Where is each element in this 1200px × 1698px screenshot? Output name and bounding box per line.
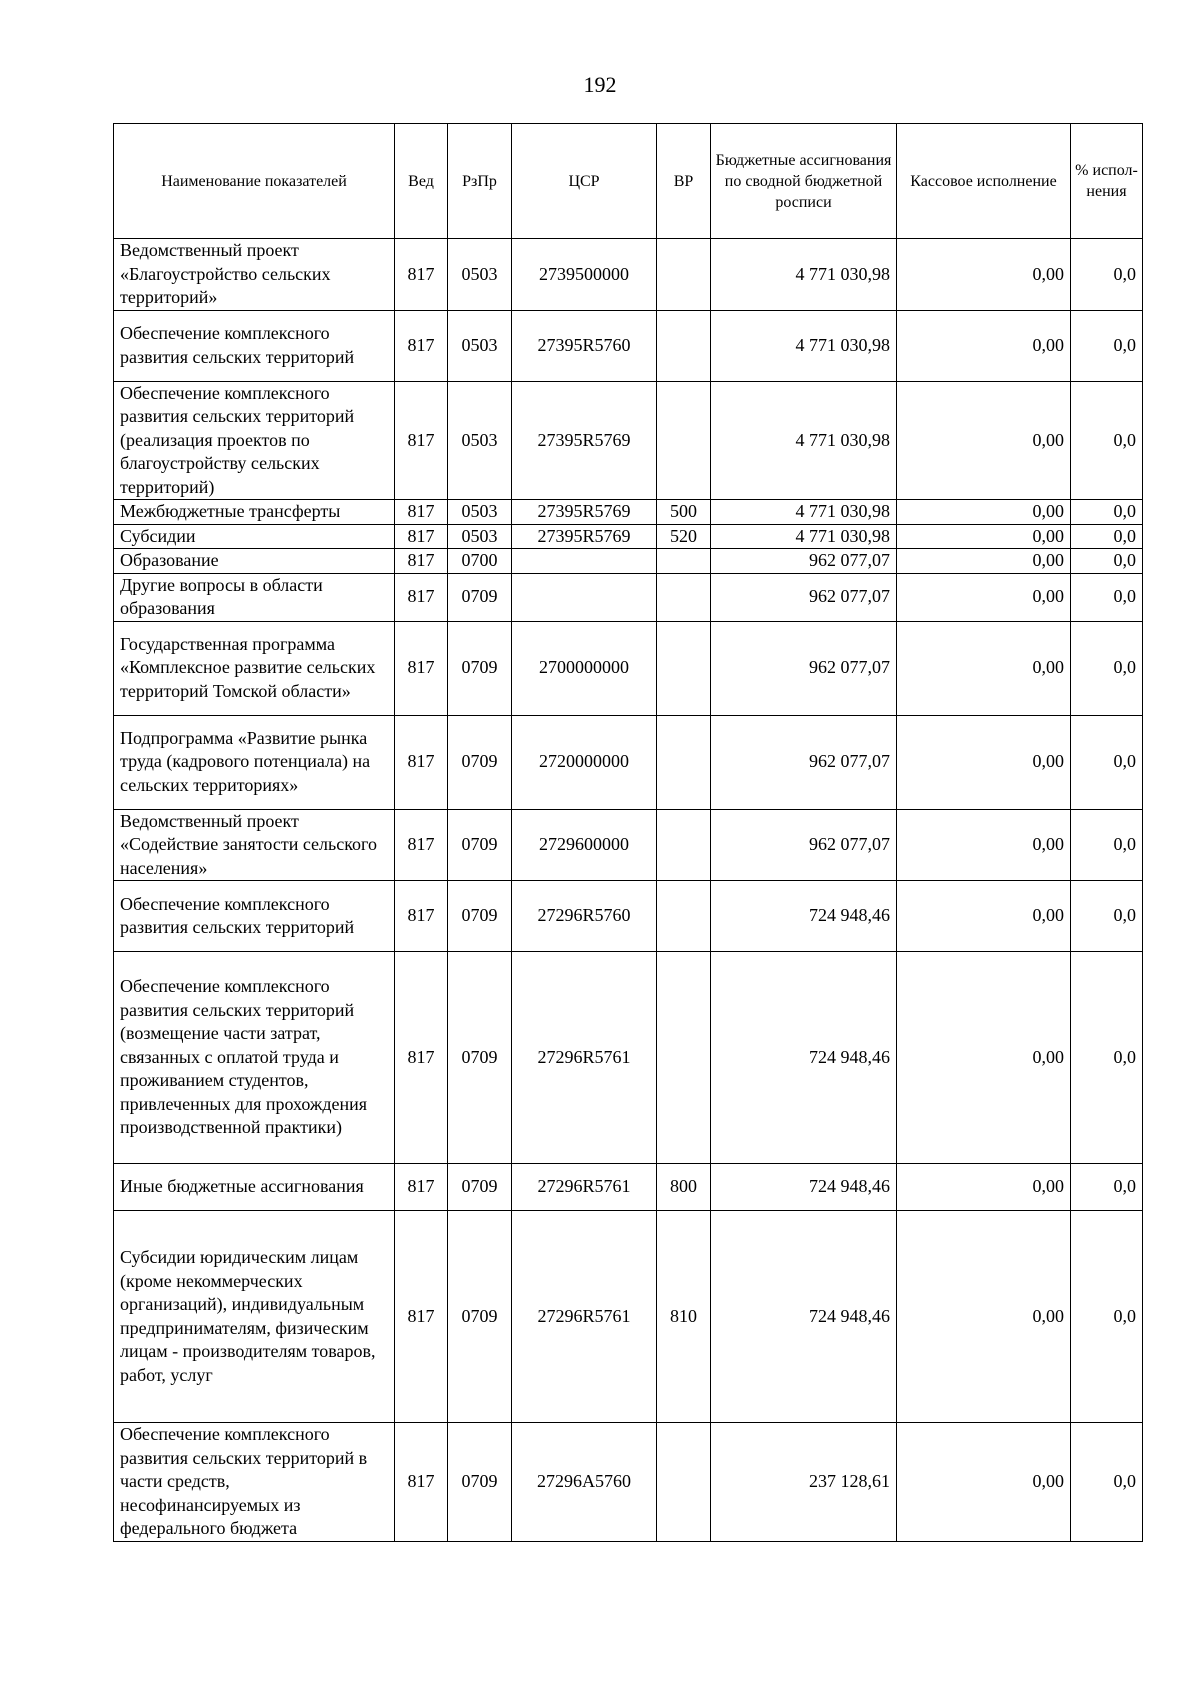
cell-budget: 962 077,07 — [711, 809, 897, 881]
header-budget-allocations: Бюджетные ассигнования по сводной бюджетной росписи — [711, 124, 897, 239]
cell-percent: 0,0 — [1071, 1164, 1143, 1211]
cell-csr: 27395R5769 — [512, 381, 657, 500]
cell-cash: 0,00 — [897, 1164, 1071, 1211]
budget-execution-table — [113, 123, 1143, 1542]
cell-cash: 0,00 — [897, 809, 1071, 881]
cell-budget: 962 077,07 — [711, 621, 897, 715]
header-name: Наименование показателей — [114, 124, 395, 239]
cell-cash: 0,00 — [897, 381, 1071, 500]
table-row — [114, 1164, 1143, 1211]
cell-csr: 27395R5769 — [512, 500, 657, 525]
cell-budget: 724 948,46 — [711, 1164, 897, 1211]
cell-ved: 817 — [395, 500, 448, 525]
cell-budget: 4 771 030,98 — [711, 500, 897, 525]
cell-percent: 0,0 — [1071, 809, 1143, 881]
cell-csr: 27395R5769 — [512, 524, 657, 549]
cell-name: Другие вопросы в области образования — [114, 573, 395, 621]
cell-budget: 724 948,46 — [711, 881, 897, 952]
table-row — [114, 239, 1143, 311]
cell-percent: 0,0 — [1071, 310, 1143, 381]
cell-csr: 2720000000 — [512, 715, 657, 809]
header-csr: ЦСР — [512, 124, 657, 239]
cell-vr — [657, 715, 711, 809]
cell-ved: 817 — [395, 1211, 448, 1423]
cell-rzpr: 0700 — [448, 549, 512, 574]
cell-rzpr: 0503 — [448, 239, 512, 311]
cell-name: Межбюджетные трансферты — [114, 500, 395, 525]
table-header-row — [114, 124, 1143, 239]
header-execution-percent: % испол-нения — [1071, 124, 1143, 239]
cell-cash: 0,00 — [897, 573, 1071, 621]
cell-ved: 817 — [395, 310, 448, 381]
table-row — [114, 621, 1143, 715]
cell-cash: 0,00 — [897, 952, 1071, 1164]
cell-ved: 817 — [395, 524, 448, 549]
cell-vr — [657, 381, 711, 500]
cell-vr — [657, 881, 711, 952]
cell-budget: 962 077,07 — [711, 573, 897, 621]
cell-vr: 810 — [657, 1211, 711, 1423]
cell-name: Ведомственный проект «Благоустройство сельских территорий» — [114, 239, 395, 311]
cell-percent: 0,0 — [1071, 715, 1143, 809]
cell-budget: 4 771 030,98 — [711, 239, 897, 311]
cell-vr — [657, 549, 711, 574]
cell-vr: 800 — [657, 1164, 711, 1211]
cell-budget: 724 948,46 — [711, 1211, 897, 1423]
cell-csr: 2739500000 — [512, 239, 657, 311]
cell-name: Субсидии юридическим лицам (кроме некоммерческих организаций), индивидуальным предпринимателям, физическим лицам - производителям товаров, работ, услуг — [114, 1211, 395, 1423]
table-row — [114, 573, 1143, 621]
table-row — [114, 1423, 1143, 1542]
cell-name: Государственная программа «Комплексное развитие сельских территорий Томской области» — [114, 621, 395, 715]
cell-rzpr: 0709 — [448, 621, 512, 715]
cell-budget: 962 077,07 — [711, 549, 897, 574]
cell-ved: 817 — [395, 239, 448, 311]
table-row — [114, 715, 1143, 809]
cell-budget: 4 771 030,98 — [711, 524, 897, 549]
cell-cash: 0,00 — [897, 621, 1071, 715]
header-cash-execution: Кассовое исполнение — [897, 124, 1071, 239]
cell-vr — [657, 310, 711, 381]
table-row — [114, 549, 1143, 574]
cell-csr — [512, 573, 657, 621]
cell-cash: 0,00 — [897, 1423, 1071, 1542]
cell-vr — [657, 1423, 711, 1542]
cell-percent: 0,0 — [1071, 952, 1143, 1164]
table-row — [114, 1211, 1143, 1423]
cell-percent: 0,0 — [1071, 881, 1143, 952]
cell-rzpr: 0503 — [448, 524, 512, 549]
cell-ved: 817 — [395, 809, 448, 881]
cell-name: Субсидии — [114, 524, 395, 549]
cell-rzpr: 0709 — [448, 1211, 512, 1423]
cell-percent: 0,0 — [1071, 549, 1143, 574]
cell-rzpr: 0709 — [448, 1164, 512, 1211]
cell-name: Ведомственный проект «Содействие занятости сельского населения» — [114, 809, 395, 881]
cell-percent: 0,0 — [1071, 1211, 1143, 1423]
cell-cash: 0,00 — [897, 1211, 1071, 1423]
table-row — [114, 881, 1143, 952]
cell-ved: 817 — [395, 1423, 448, 1542]
table-row — [114, 524, 1143, 549]
cell-cash: 0,00 — [897, 239, 1071, 311]
cell-cash: 0,00 — [897, 549, 1071, 574]
cell-csr: 27395R5760 — [512, 310, 657, 381]
cell-ved: 817 — [395, 381, 448, 500]
cell-vr — [657, 573, 711, 621]
cell-vr — [657, 809, 711, 881]
table-row — [114, 381, 1143, 500]
cell-percent: 0,0 — [1071, 239, 1143, 311]
cell-rzpr: 0503 — [448, 381, 512, 500]
cell-ved: 817 — [395, 621, 448, 715]
cell-csr: 2729600000 — [512, 809, 657, 881]
cell-cash: 0,00 — [897, 881, 1071, 952]
page-number: 192 — [583, 72, 617, 97]
cell-name: Обеспечение комплексного развития сельских территорий (возмещение части затрат, связанных с оплатой труда и проживанием студентов, привлеченных для прохождения производственной практики) — [114, 952, 395, 1164]
cell-csr: 27296A5760 — [512, 1423, 657, 1542]
cell-rzpr: 0709 — [448, 573, 512, 621]
cell-rzpr: 0709 — [448, 881, 512, 952]
cell-csr: 27296R5760 — [512, 881, 657, 952]
cell-rzpr: 0709 — [448, 952, 512, 1164]
cell-rzpr: 0709 — [448, 809, 512, 881]
cell-ved: 817 — [395, 573, 448, 621]
cell-csr: 27296R5761 — [512, 1211, 657, 1423]
cell-percent: 0,0 — [1071, 573, 1143, 621]
cell-percent: 0,0 — [1071, 381, 1143, 500]
cell-budget: 724 948,46 — [711, 952, 897, 1164]
cell-vr — [657, 952, 711, 1164]
cell-vr — [657, 621, 711, 715]
cell-rzpr: 0709 — [448, 1423, 512, 1542]
cell-name: Иные бюджетные ассигнования — [114, 1164, 395, 1211]
cell-vr: 520 — [657, 524, 711, 549]
cell-name: Обеспечение комплексного развития сельских территорий — [114, 310, 395, 381]
cell-percent: 0,0 — [1071, 621, 1143, 715]
cell-vr — [657, 239, 711, 311]
cell-ved: 817 — [395, 549, 448, 574]
cell-percent: 0,0 — [1071, 1423, 1143, 1542]
cell-name: Обеспечение комплексного развития сельских территорий — [114, 881, 395, 952]
cell-cash: 0,00 — [897, 524, 1071, 549]
header-rzpr: РзПр — [448, 124, 512, 239]
cell-ved: 817 — [395, 715, 448, 809]
cell-csr: 2700000000 — [512, 621, 657, 715]
cell-rzpr: 0503 — [448, 500, 512, 525]
table-row — [114, 952, 1143, 1164]
cell-csr: 27296R5761 — [512, 1164, 657, 1211]
table-row — [114, 500, 1143, 525]
cell-csr — [512, 549, 657, 574]
cell-vr: 500 — [657, 500, 711, 525]
cell-percent: 0,0 — [1071, 500, 1143, 525]
header-ved: Вед — [395, 124, 448, 239]
cell-cash: 0,00 — [897, 500, 1071, 525]
cell-rzpr: 0503 — [448, 310, 512, 381]
cell-name: Подпрограмма «Развитие рынка труда (кадрового потенциала) на сельских территориях» — [114, 715, 395, 809]
cell-budget: 962 077,07 — [711, 715, 897, 809]
cell-name: Образование — [114, 549, 395, 574]
cell-csr: 27296R5761 — [512, 952, 657, 1164]
cell-name: Обеспечение комплексного развития сельских территорий в части средств, несофинансируемых из федерального бюджета — [114, 1423, 395, 1542]
cell-percent: 0,0 — [1071, 524, 1143, 549]
cell-rzpr: 0709 — [448, 715, 512, 809]
cell-cash: 0,00 — [897, 310, 1071, 381]
cell-cash: 0,00 — [897, 715, 1071, 809]
header-vr: ВР — [657, 124, 711, 239]
cell-ved: 817 — [395, 1164, 448, 1211]
table-row — [114, 809, 1143, 881]
cell-ved: 817 — [395, 952, 448, 1164]
cell-budget: 4 771 030,98 — [711, 310, 897, 381]
table-row — [114, 310, 1143, 381]
cell-name: Обеспечение комплексного развития сельских территорий (реализация проектов по благоустройству сельских территорий) — [114, 381, 395, 500]
cell-budget: 4 771 030,98 — [711, 381, 897, 500]
cell-ved: 817 — [395, 881, 448, 952]
cell-budget: 237 128,61 — [711, 1423, 897, 1542]
